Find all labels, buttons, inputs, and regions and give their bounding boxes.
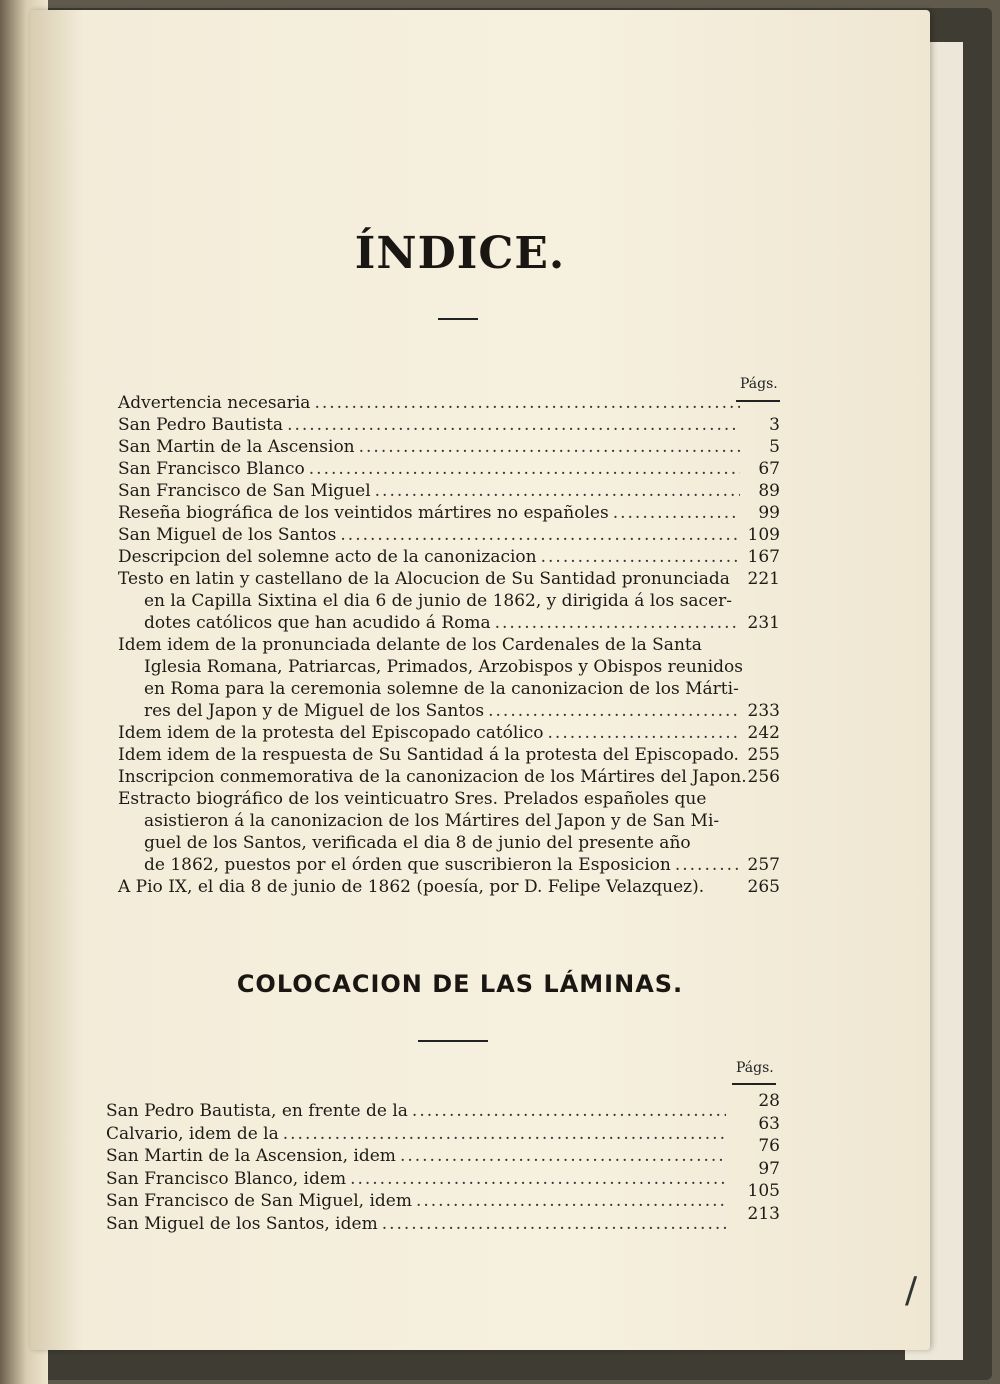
lamina-page-number: 63 [758,1113,780,1134]
lamina-entry: San Francisco Blanco, idem ..... [106,1168,730,1191]
title-rule [438,318,478,320]
index-entry: Inscripcion conmemorativa de la canonizacion de los Mártires del Japon. 256 [118,767,780,787]
pags-underline-laminas [732,1083,776,1085]
section-rule [418,1040,488,1042]
lamina-page-number: 28 [758,1091,780,1111]
index-entry-continuation: res del Japon y de Miguel de los Santos ..... 233 [118,700,780,722]
index-entry: San Miguel de los Santos ..... 109 [118,524,780,546]
section-title-laminas: COLOCACION DE LAS LÁMINAS. [236,970,684,998]
index-entry-continuation: guel de los Santos, verificada el dia 8 de junio del presente año [144,833,691,853]
laminas-list [106,1100,780,1235]
index-entry: San Francisco Blanco ..... 67 [118,458,780,480]
lamina-entry: San Pedro Bautista, en frente de la ..... [106,1100,730,1123]
lamina-page-number: 76 [758,1136,780,1156]
index-entry: Idem idem de la protesta del Episcopado católico ..... 242 [118,722,780,744]
index-entry: Idem idem de la respuesta de Su Santidad á la protesta del Episcopado. 255 [118,745,780,765]
index-entry-continuation: dotes católicos que han acudido á Roma ..... 231 [118,612,780,634]
index-entry-continuation: en la Capilla Sixtina el dia 6 de junio de 1862, y dirigida á los sacer- [144,591,732,611]
index-entry: San Francisco de San Miguel ..... 89 [118,480,780,502]
page-title: ÍNDICE. [354,228,566,279]
index-entry: Descripcion del solemne acto de la canonizacion ..... 167 [118,546,780,568]
index-entry: Reseña biográfica de los veintidos mártires no españoles ..... 99 [118,502,780,524]
lamina-page-number: 97 [758,1158,780,1179]
index-entry: San Martin de la Ascension ..... 5 [118,436,780,458]
lamina-entry: Calvario, idem de la ..... [106,1123,730,1146]
index-entry: San Pedro Bautista ..... 3 [118,414,780,436]
pencil-mark: / [905,1270,918,1311]
lamina-page-number: 213 [747,1203,780,1224]
index-entry-continuation: asistieron á la canonizacion de los Mártires del Japon y de San Mi- [144,811,720,831]
index-list [118,392,780,898]
index-entry-continuation: Iglesia Romana, Patriarcas, Primados, Arzobispos y Obispos reunidos [144,657,744,677]
index-entry: Estracto biográfico de los veinticuatro Sres. Prelados españoles que [118,789,707,809]
lamina-entry: San Miguel de los Santos, idem ..... [106,1213,730,1236]
index-entry: A Pio IX, el dia 8 de junio de 1862 (poesía, por D. Felipe Velazquez). 265 [118,877,780,897]
pags-header-laminas: Págs. [736,1060,774,1076]
lamina-entry: San Martin de la Ascension, idem ..... [106,1145,730,1168]
pags-header: Págs. [740,376,778,392]
index-entry: Idem idem de la pronunciada delante de los Cardenales de la Santa [118,635,702,655]
index-entry: Testo en latin y castellano de la Alocucion de Su Santidad pronunciada 221 [118,569,780,589]
index-entry-continuation: de 1862, puestos por el órden que suscribieron la Esposicion ..... 257 [118,854,780,876]
lamina-entry: San Francisco de San Miguel, idem ..... [106,1190,730,1213]
lamina-page-number: 105 [747,1181,780,1201]
index-entry-continuation: en Roma para la ceremonia solemne de la canonizacion de los Márti- [144,679,739,699]
index-entry: Advertencia necesaria ..... [118,392,780,414]
